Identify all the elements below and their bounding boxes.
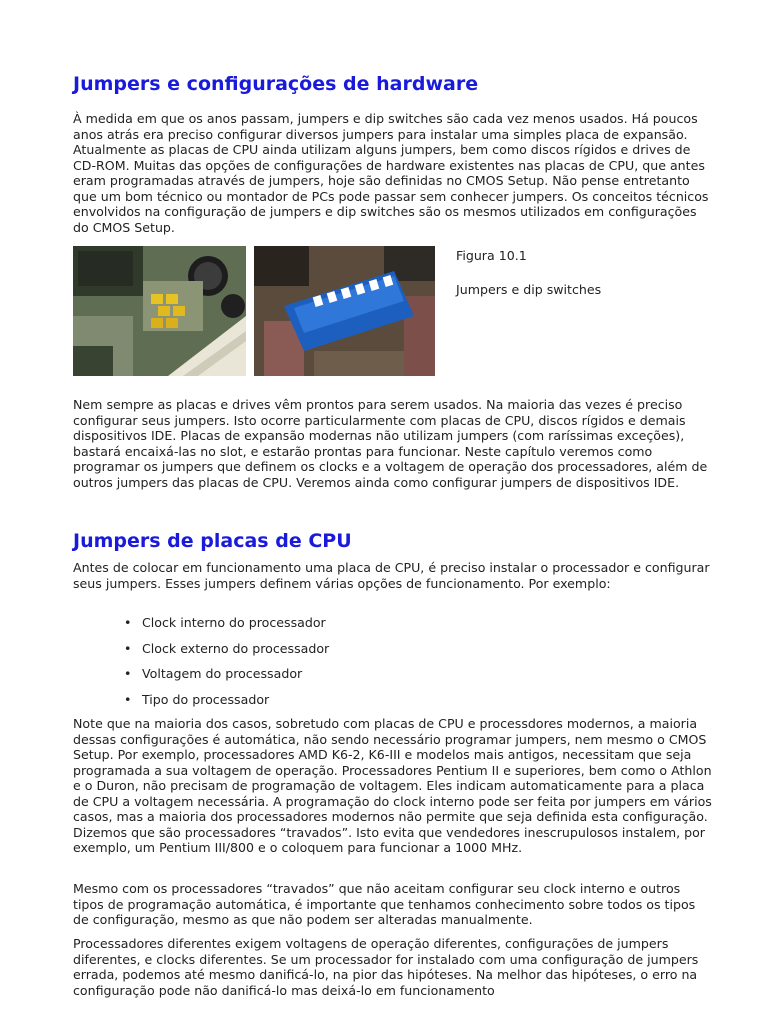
dip-switches-photo-image	[254, 246, 435, 376]
bullet-icon: •	[124, 691, 132, 707]
figure-label: Figura 10.1	[456, 248, 527, 263]
list-item	[73, 664, 329, 690]
paragraph-note: Note que na maioria dos casos, sobretudo com placas de CPU e processdores modernos, a maioria dessas configurações é automática, não sendo necessário programar jumpers, nem mesmo o CMOS Setup. Por exemplo, processadores AMD K6-2, K6-III e modelos mais antigos, necessitam que seja programada a sua voltagem de operação. Processadores Pentium II e superiores, bem como o Athlon e o Duron, não precisam de programação de voltagem. Eles indicam automaticamente para a placa de CPU a voltagem necessária. A programação do clock interno pode ser feita por jumpers em vários casos, mas a maioria dos processadores modernos não permite que seja definida esta configuração. Dizemos que são processadores “travados”. Isto evita que vendedores inescrupulosos instalem, por exemplo, um Pentium III/800 e o coloquem para funcionar a 1000 MHz.	[73, 716, 712, 855]
list-item	[73, 639, 329, 665]
section-heading-jumpers-configuracoes: Jumpers e configurações de hardware	[73, 73, 479, 95]
paragraph-intro: À medida em que os anos passam, jumpers e dip switches são cada vez menos usados. Há poucos anos atrás era preciso configurar diversos jumpers para instalar uma simples placa de expansão. Atualmente as placas de CPU ainda utilizam alguns jumpers, bem como discos rígidos e drives de CD-ROM. Muitas das opções de configurações de hardware existentes nas placas de CPU, que antes eram programadas através de jumpers, hoje são definidas no CMOS Setup. Não pense entretanto que um bom técnico ou montador de PCs pode passar sem conhecer jumpers. Os conceitos técnicos envolvidos na configuração de jumpers e dip switches são os mesmos utilizados em configurações do CMOS Setup.	[73, 111, 709, 235]
jumpers-photo	[73, 246, 246, 376]
paragraph-processadores-diferentes: Processadores diferentes exigem voltagens de operação diferentes, configurações de jumpers diferentes, e clocks diferentes. Se um processador for instalado com uma configuração de jumpers errada, podemos até mesmo danificá-lo, na pior das hipóteses. Na melhor das hipóteses, o erro na configuração pode não danificá-lo mas deixá-lo em funcionamento	[73, 936, 699, 998]
figure-caption: Jumpers e dip switches	[456, 282, 602, 297]
list-item	[73, 690, 329, 716]
list-item-text: Clock interno do processador	[142, 615, 326, 630]
list-item	[73, 613, 329, 639]
processor-options-list	[73, 613, 329, 715]
figure-jumpers-dip-switches	[73, 246, 435, 376]
list-item-text: Voltagem do processador	[142, 666, 303, 681]
list-item-text: Tipo do processador	[142, 691, 270, 707]
bullet-icon: •	[124, 640, 132, 656]
paragraph-mesmo-com: Mesmo com os processadores “travados” que não aceitam configurar seu clock interno e outros tipos de programação automática, é importante que tenhamos conhecimento sobre todos os tipos de configuração, mesmo as que não podem ser alteradas manualmente.	[73, 881, 696, 927]
paragraph-placas-drives: Nem sempre as placas e drives vêm prontos para serem usados. Na maioria das vezes é preciso configurar seus jumpers. Isto ocorre particularmente com placas de CPU, discos rígidos e demais dispositivos IDE. Placas de expansão modernas não utilizam jumpers (com raríssimas exceções), bastará encaixá-las no slot, e estarão prontas para funcionar. Neste capítulo veremos como programar os jumpers que definem os clocks e a voltagem de operação dos processadores, além de outros jumpers das placas de CPU. Veremos ainda como configurar jumpers de dispositivos IDE.	[73, 397, 708, 490]
section-heading-jumpers-placas-cpu: Jumpers de placas de CPU	[73, 530, 352, 552]
bullet-icon: •	[124, 615, 132, 630]
bullet-icon: •	[124, 666, 132, 681]
paragraph-antes-de-colocar: Antes de colocar em funcionamento uma placa de CPU, é preciso instalar o processador e configurar seus jumpers. Esses jumpers definem várias opções de funcionamento. Por exemplo:	[73, 560, 710, 591]
jumpers-photo-image	[73, 246, 246, 376]
list-item-text: Clock externo do processador	[142, 640, 330, 656]
dip-switches-photo	[254, 246, 435, 376]
